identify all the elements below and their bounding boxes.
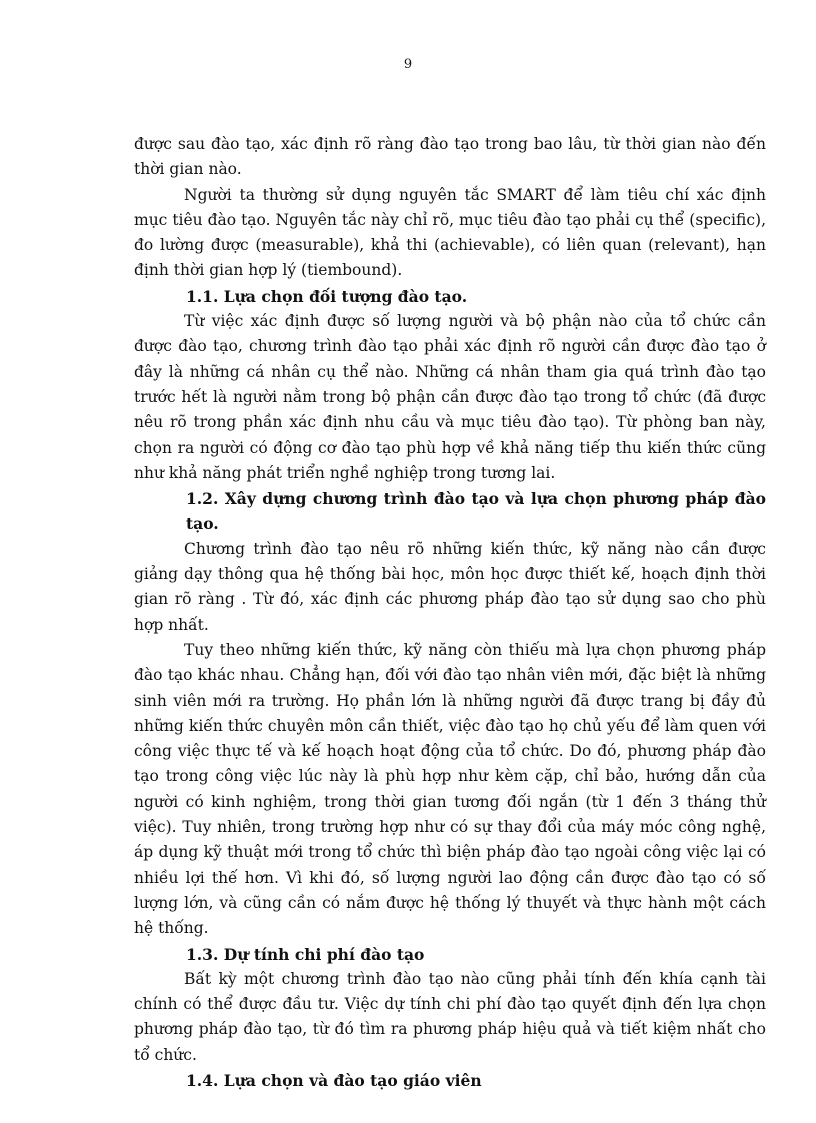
section-heading: 1.1. Lựa chọn đối tượng đào tạo.	[186, 286, 468, 306]
paragraph: được sau đào tạo, xác định rõ ràng đào tạo trong bao lâu, từ thời gian nào đến thời gian nào.	[134, 135, 766, 179]
paragraph: Chương trình đào tạo nêu rõ những kiến thức, kỹ năng nào cần được giảng dạy thông qua hệ thống bài học, môn học được thiết kế, hoạch định thời gian rõ ràng . Từ đó, xác định các phương pháp đào tạo sử dụng sao cho phù hợp nhất.	[134, 539, 766, 634]
section-heading: 1.2. Xây dựng chương trình đào tạo và lựa chọn phương pháp đào tạo.	[186, 489, 766, 534]
document-body	[134, 132, 766, 1093]
page-number: 9	[403, 57, 413, 72]
paragraph: Tuy theo những kiến thức, kỹ năng còn thiếu mà lựa chọn phương pháp đào tạo khác nhau. Chẳng hạn, đối với đào tạo nhân viên mới, đặc biệt là những sinh viên mới ra trường. Họ phần lớn là những người đã được trang bị đầy đủ những kiến thức chuyên môn cần thiết, việc đào tạo họ chủ yếu để làm quen với công việc thực tế và kế hoạch hoạt động của tổ chức. Do đó, phương pháp đào tạo trong công việc lúc này là phù hợp như kèm cặp, chỉ bảo, hướng dẫn của người có kinh nghiệm, trong thời gian tương đối ngắn (từ 1 đến 3 tháng thử việc). Tuy nhiên, trong trường hợp như có sự thay đổi của máy móc công nghệ, áp dụng kỹ thuật mới trong tổ chức thì biện pháp đào tạo ngoài công việc lại có nhiều lợi thế hơn. Vì khi đó, số lượng người lao động cần được đào tạo có số lượng lớn, và cũng cần có nắm được hệ thống lý thuyết và thực hành một cách hệ thống.	[134, 640, 766, 938]
section-heading: 1.3. Dự tính chi phí đào tạo	[186, 944, 425, 964]
paragraph: Từ việc xác định được số lượng người và bộ phận nào của tổ chức cần được đào tạo, chương trình đào tạo phải xác định rõ người cần được đào tạo ở đây là những cá nhân cụ thể nào. Những cá nhân tham gia quá trình đào tạo trước hết là người nằm trong bộ phận cần được đào tạo trong tổ chức (đã được nêu rõ trong phần xác định nhu cầu và mục tiêu đào tạo). Từ phòng ban này, chọn ra người có động cơ đào tạo phù hợp về khả năng tiếp thu kiến thức cũng như khả năng phát triển nghề nghiệp trong tương lai.	[134, 312, 766, 482]
paragraph: Bất kỳ một chương trình đào tạo nào cũng phải tính đến khía cạnh tài chính có thể được đầu tư. Việc dự tính chi phí đào tạo quyết định đến lựa chọn phương pháp đào tạo, từ đó tìm ra phương pháp hiệu quả và tiết kiệm nhất cho tổ chức.	[134, 969, 766, 1064]
paragraph: Người ta thường sử dụng nguyên tắc SMART để làm tiêu chí xác định mục tiêu đào tạo. Nguyên tắc này chỉ rõ, mục tiêu đào tạo phải cụ thể (specific), đo lường được (measurable), khả thi (achievable), có liên quan (relevant), hạn định thời gian hợp lý (tiembound).	[134, 185, 766, 280]
section-heading: 1.4. Lựa chọn và đào tạo giáo viên	[186, 1070, 482, 1090]
